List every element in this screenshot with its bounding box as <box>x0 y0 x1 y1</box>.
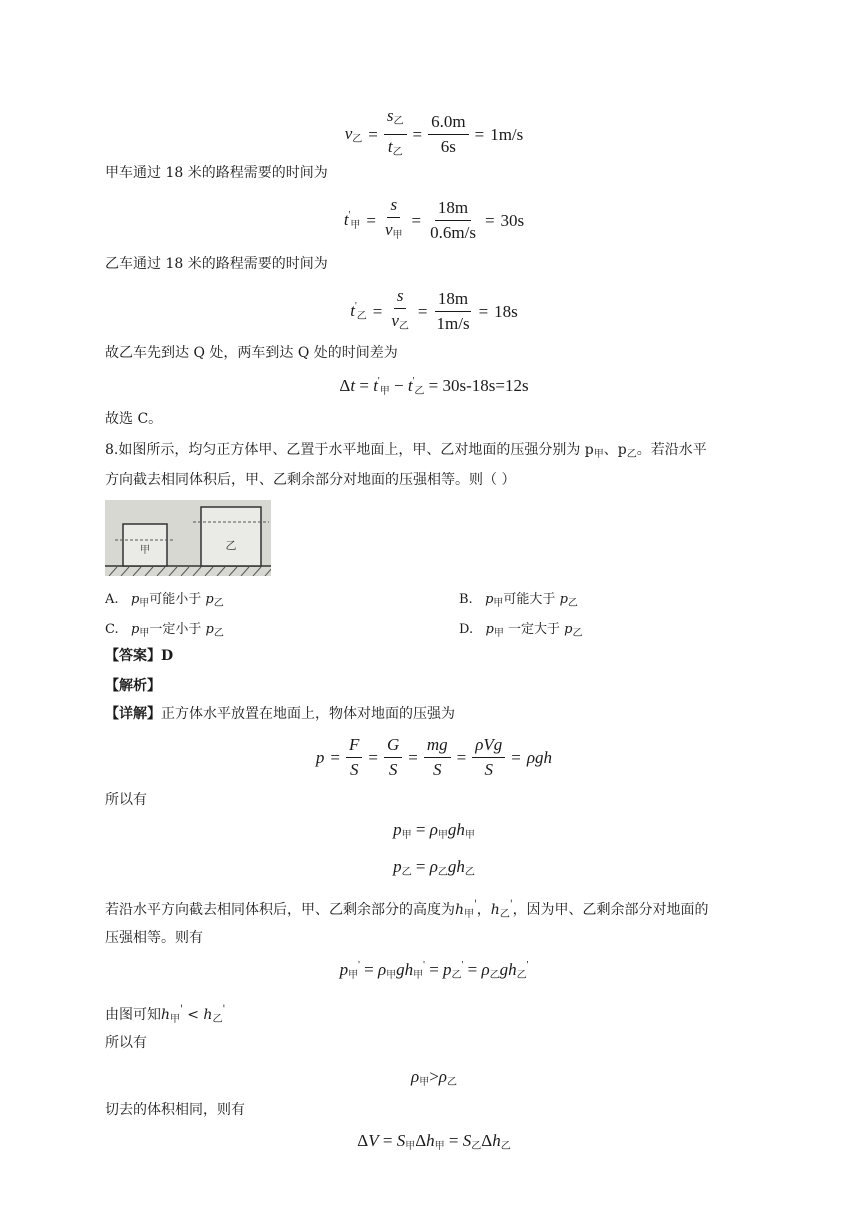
text-line-4: 故选 C。 <box>105 411 163 427</box>
text-ruo-line-2: 压强相等。则有 <box>105 930 203 946</box>
answer-line: 【答案】D <box>105 648 174 664</box>
option-d[interactable]: D. $p_甲$ 一定大于 $p_乙$ <box>459 622 583 639</box>
option-b[interactable]: B. $p_甲$可能大于 $p_乙$ <box>459 592 578 609</box>
equation-v-yi: $v_乙$ = $\frac{s_乙}{t_乙}$ = $\frac{6.0m}{6s}$ = 1m/s <box>344 106 524 158</box>
option-a[interactable]: A. $p_甲$可能小于 $p_乙$ <box>105 592 224 609</box>
equation-t-jia: $t'_甲$ = $\frac{s}{v_甲}$ = $\frac{18m}{0.6m/s}$ = 30s <box>343 195 525 242</box>
equation-t-yi: $t'_乙$ = $\frac{s}{v_乙}$ = $\frac{18m}{1m/s}$ = 18s <box>350 286 518 333</box>
text-line-1: 甲车通过 18 米的路程需要的时间为 <box>105 165 328 181</box>
equation-p-jia: $p_甲 = \rho_甲gh_甲$ <box>393 820 475 841</box>
cubes-figure <box>105 500 271 576</box>
label-yi: 乙 <box>225 539 237 552</box>
analysis-line: 【解析】 <box>105 678 161 694</box>
equation-delta-t: $\Delta t = t'_甲 - t'_乙 = 30s-18s=12s$ <box>339 376 529 397</box>
text-youtu: 由图可知$h_甲' < h_乙'$ <box>105 1004 226 1025</box>
text-qie: 切去的体积相同，则有 <box>105 1102 245 1118</box>
option-c[interactable]: C. $p_甲$一定小于 $p_乙$ <box>105 622 224 639</box>
equation-rho-compare: $\rho_甲>\rho_乙$ <box>411 1067 457 1088</box>
question-8-line-2: 方向截去相同体积后，甲、乙剩余部分对地面的压强相等。则（ ） <box>105 472 516 488</box>
equation-delta-v: $\Delta V = S_甲\Delta h_甲 = S_乙\Delta h_乙$ <box>357 1131 511 1152</box>
question-8-line-1: 8.如图所示，均匀正方体甲、乙置于水平地面上，甲、乙对地面的压强分别为 $p_甲$、$p_乙$。若沿水平 <box>105 442 707 460</box>
text-ruo-line-1: 若沿水平方向截去相同体积后，甲、乙剩余部分的高度为$h_甲'$，$h_乙'$，因为甲、乙剩余部分对地面的 <box>105 899 709 920</box>
equation-pressure: p = $\frac{F}{S}$ = $\frac{G}{S}$ = $\frac{mg}{S}$ = $\frac{\text{ρVg}}{S}$ = ρgh <box>315 735 553 779</box>
label-jia: 甲 <box>140 545 150 556</box>
text-line-2: 乙车通过 18 米的路程需要的时间为 <box>105 256 328 272</box>
text-suoyi-2: 所以有 <box>105 1035 147 1051</box>
detail-line: 【详解】正方体水平放置在地面上，物体对地面的压强为 <box>105 706 455 722</box>
text-suoyi-1: 所以有 <box>105 792 147 808</box>
text-line-3: 故乙车先到达 Q 处，两车到达 Q 处的时间差为 <box>105 345 398 361</box>
equation-p-yi: $p_乙 = \rho_乙gh_乙$ <box>393 857 475 878</box>
equation-p-equal: $p_甲' = \rho_甲gh_甲' = p_乙' = \rho_乙gh_乙'$ <box>339 960 529 981</box>
